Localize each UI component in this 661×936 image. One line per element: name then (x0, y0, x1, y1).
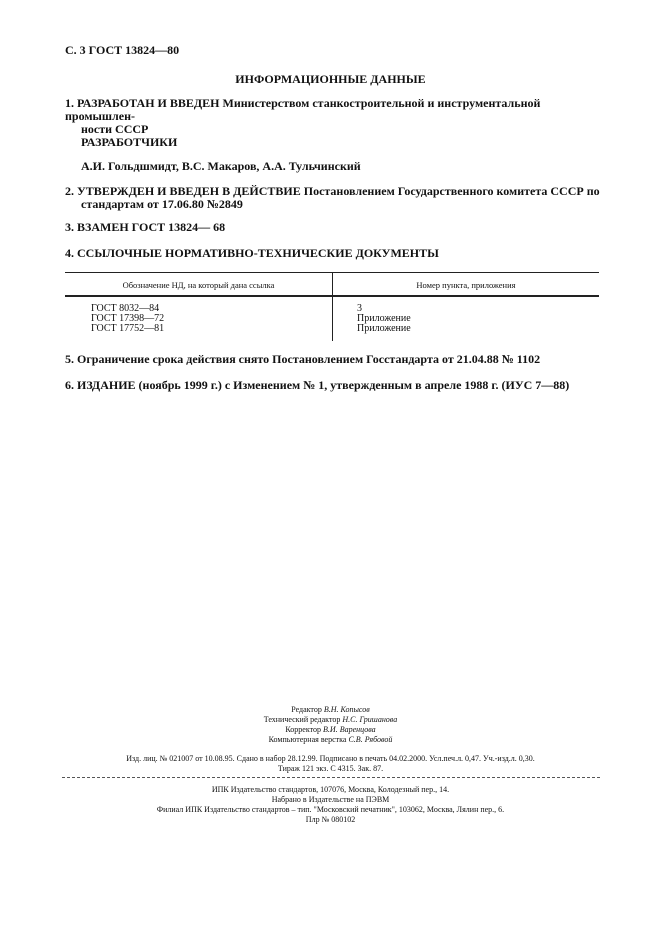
item-4: 4. ССЫЛОЧНЫЕ НОРМАТИВНО-ТЕХНИЧЕСКИЕ ДОКУМЕНТЫ (65, 246, 439, 260)
item-6: 6. ИЗДАНИЕ (ноябрь 1999 г.) с Изменением № 1, утвержденным в апреле 1988 г. (ИУС 7—88) (65, 378, 570, 392)
imprint-print-line: Тираж 121 экз. С 4315. Зак. 87. (277, 764, 384, 773)
table-row (357, 304, 411, 334)
imprint-publisher-line: ИПК Издательство стандартов, 107076, Москва, Колодезный пер., 14. (211, 785, 450, 794)
table-cell-document: ГОСТ 17398—72 (91, 313, 165, 324)
table-header-document: Обозначение НД, на который дана ссылка (122, 280, 275, 290)
item-2-lead: УТВЕРЖДЕН И ВВЕДЕН В ДЕЙСТВИЕ (77, 184, 301, 198)
imprint-license-line: Изд. лиц. № 021007 от 10.08.95. Сдано в набор 28.12.99. Подписано в печать 04.02.2000. Усл.печ.л. 0,47. Уч.-изд.л. 0,30. (126, 754, 535, 763)
imprint-typeset-line: Набрано в Издательстве на ПЭВМ (271, 795, 390, 804)
item-1-line-2: ности СССР (81, 122, 149, 136)
item-1-number: 1. (65, 96, 74, 110)
imprint-divider (62, 777, 600, 778)
item-1-line-1 (65, 97, 605, 123)
layout-name: С.В. Рябовой (348, 735, 393, 744)
imprint-branch-line: Филиал ИПК Издательство стандартов – тип. "Московский печатник", 103062, Москва, Лялин пер., 6. (156, 805, 505, 814)
tech-editor-line (0, 715, 661, 725)
tech-editor-name: Н.С. Гришанова (342, 715, 398, 724)
corrector-line (0, 725, 661, 735)
item-5: 5. Ограничение срока действия снято Постановлением Госстандарта от 21.04.88 № 1102 (65, 352, 541, 366)
item-2-line-2: стандартам от 17.06.80 №2849 (81, 197, 243, 211)
layout-label: Компьютерная верстка (268, 735, 347, 744)
table-cell-document: ГОСТ 17752—81 (91, 323, 165, 334)
editor-name: В.Н. Копысов (323, 705, 370, 714)
page-header: С. 3 ГОСТ 13824—80 (65, 43, 180, 57)
developers-names: А.И. Гольдшмидт, В.С. Макаров, А.А. Тульчинский (81, 159, 361, 173)
item-2-line-1-rest: Постановлением Государственного комитета СССР по (303, 184, 600, 198)
item-1 (65, 97, 605, 136)
item-1-line-1-rest: Министерством станкостроительной и инструментальной промышлен- (65, 96, 541, 123)
item-3: 3. ВЗАМЕН ГОСТ 13824— 68 (65, 220, 226, 234)
tech-editor-label: Технический редактор (263, 715, 341, 724)
table-cell-reference: 3 (357, 303, 362, 314)
imprint-editors (0, 705, 661, 745)
layout-line (0, 735, 661, 745)
item-2 (65, 185, 605, 211)
developers-heading: РАЗРАБОТЧИКИ (81, 135, 178, 149)
corrector-name: В.И. Варенцова (323, 725, 376, 734)
corrector-label: Корректор (285, 725, 322, 734)
table-row (91, 304, 164, 334)
item-2-number: 2. (65, 184, 74, 198)
table-cell-document: ГОСТ 8032—84 (91, 303, 160, 314)
imprint-plr-line: Плр № 080102 (305, 815, 356, 824)
table-cell-reference: Приложение (357, 323, 411, 334)
table-cell-reference: Приложение (357, 313, 411, 324)
document-title: ИНФОРМАЦИОННЫЕ ДАННЫЕ (235, 72, 426, 86)
editor-label: Редактор (291, 705, 322, 714)
item-1-lead: РАЗРАБОТАН И ВВЕДЕН (77, 96, 220, 110)
editor-line (0, 705, 661, 715)
table-header-reference: Номер пункта, приложения (416, 280, 516, 290)
